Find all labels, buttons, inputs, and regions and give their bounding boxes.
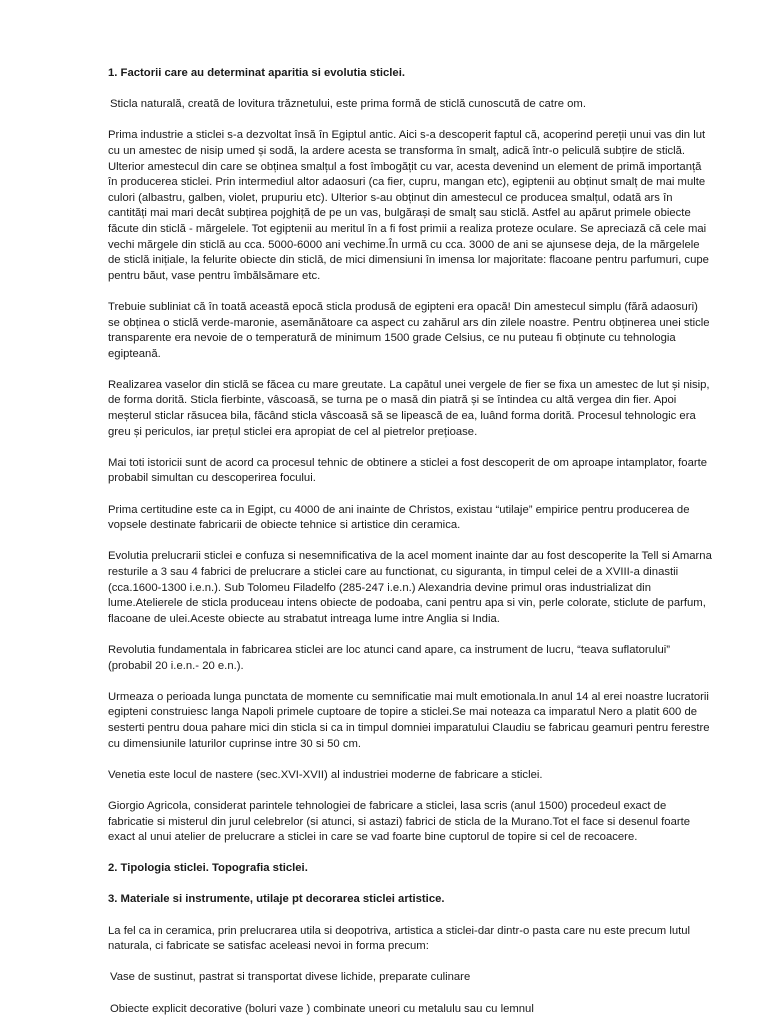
list-item: Obiecte explicit decorative (boluri vaze ) combinate uneori cu metalulu sau cu lemnul bbox=[110, 1002, 534, 1015]
paragraph: Trebuie subliniat că în toată această epocă sticla produsă de egipteni era opacă! Din amestecul simplu (fără adaosuri) se obținea o sticlă verde-maronie, asemănătoare ca aspect cu zahărul ars din zilele noastre. Pentru obținerea unei sticle transparente era nevoie de o temperatură de minimum 1500 grade Celsius, ce nu puteau fi obținute cu tehnologia egipteană. bbox=[108, 300, 710, 360]
paragraph: Giorgio Agricola, considerat parintele tehnologiei de fabricare a sticlei, lasa scris (anul 1500) procedeul exact de fabricatie si misterul din jurul celebrelor (si atunci, si astazi) fabrici de sticla de la Murano.Tot el face si desenul foarte exact al unui atelier de prelucrare a sticlei in care se vad foarte bine cuptorul de topire si cel de recoacere. bbox=[108, 799, 691, 844]
paragraph: Sticla naturală, creată de lovitura trăznetului, este prima formă de sticlă cunoscută de catre om. bbox=[110, 98, 586, 111]
section-heading: 3. Materiale si instrumente, utilaje pt decorarea sticlei artistice. bbox=[108, 893, 445, 906]
paragraph: Prima industrie a sticlei s-a dezvoltat însă în Egiptul antic. Aici s-a descoperit faptul că, acoperind pereții unui vas din lut cu un amestec de nisip umed și sodă, la ardere acesta se transforma în smalț, adică într-o peliculă subțire de sticlă. Ulterior amestecul din care se obținea smalțul a fost îmbogățit cu var, acesta devenind un element de primă importanță în producerea sticlei. Prin intermediul altor adaosuri (ca fier, cupru, mangan etc), egiptenii au obținut smalț de mai multe culori (albastru, galben, violet, prupuriu etc). Ulterior s-au obținut din amestecul ce producea smalțul, odată ars în cantități mai mari decât subțirea pojghiță de pe un vas, bulgărași de smalț sau sticlă. Astfel au apărut primele obiecte făcute din sticlă - mărgelele. Tot egiptenii au meritul în a fi fost primii a realiza proteze oculare. Se apreciază că cele mai vechi mărgele din sticlă au cca. 5000-6000 ani vechime.În urmă cu cca. 3000 de ani se ajunsese deja, de la mărgelele de sticlă inițiale, la felurite obiecte din sticlă, de mici dimensiuni în imensa lor majoritate: flacoane pentru parfumuri, cupe pentru băut, vase pentru îmbălsămare etc. bbox=[108, 129, 709, 282]
paragraph: Mai toti istoricii sunt de acord ca procesul tehnic de obtinere a sticlei a fost descoperit de om aproape intamplator, foarte probabil simultan cu descoperirea focului. bbox=[108, 456, 708, 485]
paragraph: Venetia este locul de nastere (sec.XVI-XVII) al industriei moderne de fabricare a sticlei. bbox=[108, 768, 543, 781]
paragraph: Evolutia prelucrarii sticlei e confuza si nesemnificativa de la acel moment inainte dar au fost descoperite la Tell si Amarna resturile a 3 sau 4 fabrici de prelucrare a sticlei care au functionat, cu siguranta, in timpul celei de a XVIII-a dinastii (cca.1600-1300 i.e.n.). Sub Tolomeu Filadelfo (285-247 i.e.n.) Alexandria devine primul oras industrializat din lume.Atelierele de sticla produceau intens obiecte de podoaba, cani pentru apa si vin, perle colorate, sticlute de parfum, flacoane de ulei.Aceste obiecte au strabatut intreaga lume intre Anglia si India. bbox=[108, 550, 712, 625]
document-page bbox=[108, 66, 712, 1033]
paragraph: Urmeaza o perioada lunga punctata de momente cu semnificatie mai mult emotionala.In anul 14 al erei noastre lucratorii egipteni construiesc langa Napoli primele cuptoare de topire a sticlei.Se mai noteaza ca imparatul Nero a platit 600 de sesterti pentru doua pahare mici din sticla si ca in timpul domniei imparatului Claudiu se fabricau geamuri pentru ferestre cu dimensiunile laturilor cuprinse intre 30 si 50 cm. bbox=[108, 690, 710, 750]
paragraph: Realizarea vaselor din sticlă se făcea cu mare greutate. La capătul unei vergele de fier se fixa un amestec de lut și nisip, de forma dorită. Sticla fierbinte, vâscoasă, se turna pe o masă din piatră și se întindea cu altă vergea din fier. Apoi meșterul sticlar răsucea bila, făcând sticla vâscoasă să se lipească de ea, luând forma dorită. Procesul tehnologic era greu și periculos, iar prețul sticlei era apropiat de cel al pietrelor prețioase. bbox=[108, 378, 710, 438]
section-heading: 1. Factorii care au determinat aparitia si evolutia sticlei. bbox=[108, 67, 405, 79]
paragraph: Prima certitudine este ca in Egipt, cu 4000 de ani inainte de Christos, existau “utilaje” empirice pentru producerea de vopsele destinate fabricarii de obiecte tehnice si artistice din ceramica. bbox=[108, 503, 690, 532]
list-item: Vase de sustinut, pastrat si transportat divese lichide, preparate culinare bbox=[110, 971, 471, 984]
paragraph: La fel ca in ceramica, prin prelucrarea utila si deopotriva, artistica a sticlei-dar dintr-o pasta care nu este precum lutul naturala, ci fabricate se satisfac aceleasi nevoi in forma precum: bbox=[108, 924, 691, 953]
paragraph: Revolutia fundamentala in fabricarea sticlei are loc atunci cand apare, ca instrument de lucru, “teava suflatorului” (probabil 20 i.e.n.- 20 e.n.). bbox=[108, 643, 671, 672]
section-heading: 2. Tipologia sticlei. Topografia sticlei. bbox=[108, 862, 308, 875]
